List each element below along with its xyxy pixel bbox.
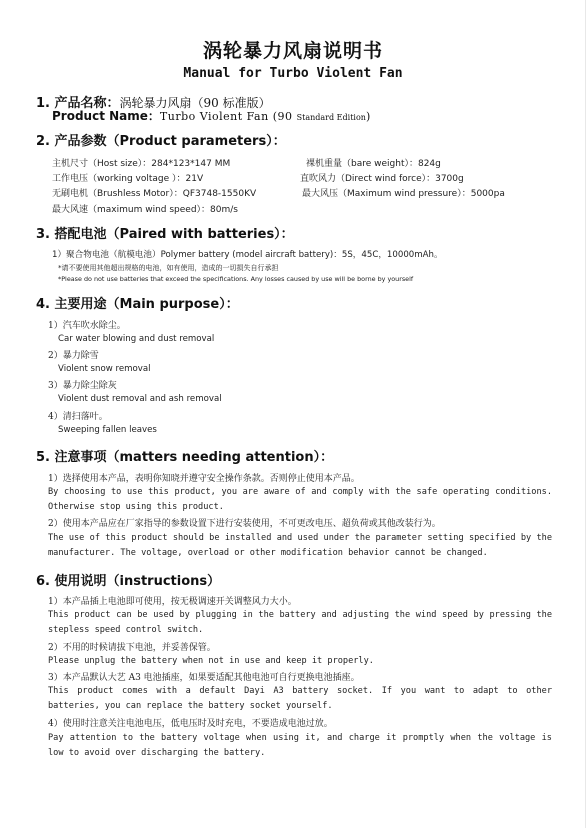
purpose-4-en: Sweeping fallen leaves [58, 425, 157, 435]
param-max-wind-pressure: 最大风压（Maximum wind pressure）：5000pa [302, 189, 505, 199]
title-english: Manual for Turbo Violent Fan [183, 66, 403, 81]
instruction-3-en: This product comes with a default Dayi A3 battery socket. If you want to adapt to other batteries, you can replace the battery socket yourself. [48, 686, 552, 711]
param-working-voltage: 工作电压（working voltage ）：21V [52, 174, 204, 184]
product-name-value: Turbo Violent Fan (90 [159, 110, 293, 123]
section-3-heading: 3. 搭配电池（Paired with batteries）： [36, 227, 294, 242]
section-6-heading: 6. 使用说明（instructions） [36, 574, 221, 589]
section-2-heading: 2. 产品参数（Product parameters）： [36, 134, 286, 149]
product-name-label: Product Name： [52, 109, 160, 123]
battery-spec: 1）聚合物电池（航模电池）Polymer battery (model aircraft battery)：5S，45C，10000mAh。 [52, 250, 443, 260]
instruction-4-en: Pay attention to the battery voltage when using it, and charge it promptly when the voltage is low to avoid over discharging the battery. [48, 733, 552, 758]
instruction-3-cn: 3）本产品默认大艺 A3 电池插座，如果要适配其他电池可自行更换电池插座。 [48, 673, 360, 683]
product-name-edition: Standard Edition [296, 113, 366, 122]
instruction-2-cn: 2）不用的时候请拔下电池，并妥善保管。 [48, 643, 216, 653]
purpose-1-en: Car water blowing and dust removal [58, 334, 215, 344]
instruction-1-en: This product can be used by plugging in the battery and adjusting the wind speed by pressing the stepless speed control switch. [48, 610, 552, 635]
param-max-wind-speed: 最大风速（maximum wind speed）：80m/s [52, 205, 238, 215]
purpose-4-cn: 4）清扫落叶。 [48, 412, 108, 422]
attention-2-cn: 2）使用本产品应在厂家指导的参数设置下进行安装使用，不可更改电压、超负荷或其他改装行为。 [48, 519, 441, 529]
param-direct-wind-force: 直吹风力（Direct wind force）：3700g [300, 174, 464, 184]
battery-warning-en: *Please do not use batteries that exceed the specifications. Any losses caused by use will be borne by yourself [58, 275, 414, 283]
param-brushless-motor: 无刷电机（Brushless Motor）：QF3748-1550KV [52, 189, 257, 199]
title-chinese: 涡轮暴力风扇说明书 [202, 40, 383, 62]
purpose-2-en: Violent snow removal [58, 364, 151, 374]
section-1-heading: 1. 产品名称：涡轮暴力风扇（90 标准版） [36, 96, 271, 111]
attention-1-cn: 1）选择使用本产品，表明你知晓并遵守安全操作条款。否则停止使用本产品。 [48, 474, 360, 484]
attention-1-en: By choosing to use this product, you are aware of and comply with the safe operating conditions. Otherwise stop using this product. [48, 487, 552, 512]
section-5-heading: 5. 注意事项（matters needing attention）： [36, 450, 334, 465]
purpose-3-en: Violent dust removal and ash removal [58, 394, 222, 404]
attention-2-en: The use of this product should be installed and used under the parameter setting specified by the manufacturer. The voltage, overload or other modification behavior cannot be changed. [48, 533, 552, 558]
instruction-1-cn: 1）本产品插上电池即可使用，按无极调速开关调整风力大小。 [48, 597, 297, 607]
param-bare-weight: 裸机重量（bare weight）：824g [306, 159, 441, 169]
instruction-2-en: Please unplug the battery when not in use and keep it properly. [48, 656, 374, 666]
section-4-heading: 4. 主要用途（Main purpose）： [36, 297, 239, 312]
product-name-line: Product Name：Turbo Violent Fan (90 Standard Edition) [52, 109, 371, 123]
purpose-2-cn: 2）暴力除雪 [48, 351, 99, 361]
battery-warning-cn: *请不要使用其他超出规格的电池，如有使用，造成的一切损失自行承担 [58, 264, 279, 272]
param-host-size: 主机尺寸（Host size）：284*123*147 MM [52, 159, 231, 169]
purpose-1-cn: 1）汽车吹水除尘。 [48, 321, 126, 331]
purpose-3-cn: 3）暴力除尘除灰 [48, 381, 117, 391]
instruction-4-cn: 4）使用时注意关注电池电压，低电压时及时充电，不要造成电池过放。 [48, 719, 333, 729]
